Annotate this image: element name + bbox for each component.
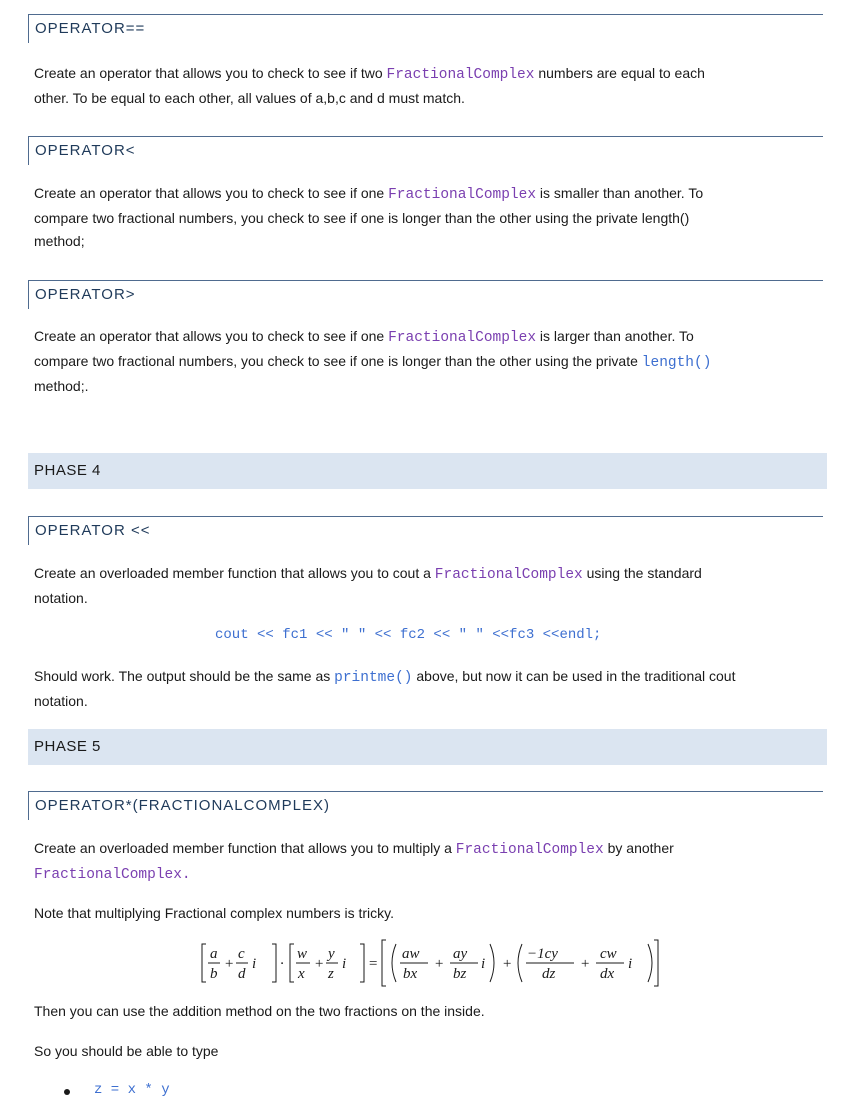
formula-bz: bz: [453, 966, 467, 982]
formula-w: w: [297, 946, 308, 962]
formula-plus-2: +: [314, 956, 325, 972]
section-heading-operator-gt: OPERATOR>: [28, 280, 823, 309]
section-heading-operator-mul: OPERATOR*(FRACTIONALCOMPLEX): [28, 791, 823, 820]
code-length: length(): [641, 355, 712, 371]
formula-i-4: i: [628, 956, 633, 972]
paragraph-multiply-note: Note that multiplying Fractional complex numbers is tricky.: [34, 905, 394, 921]
code-fractionalcomplex: FractionalComplex: [388, 330, 537, 346]
phase-5-banner: PHASE 5: [28, 729, 827, 765]
section-heading-operator-lt: OPERATOR<: [28, 136, 823, 165]
formula-plus-1: +: [224, 956, 235, 972]
section-heading-operator-eq: OPERATOR==: [28, 14, 823, 43]
section-heading-operator-out: OPERATOR <<: [28, 516, 823, 545]
paragraph-type-note: So you should be able to type: [34, 1043, 219, 1059]
bullet-dot-icon: [64, 1089, 70, 1095]
formula-i-1: i: [252, 956, 257, 972]
formula-dz: dz: [542, 966, 556, 982]
formula-dx: dx: [600, 966, 615, 982]
formula-c: c: [238, 946, 245, 962]
formula-cw: cw: [600, 946, 617, 962]
formula-b: b: [210, 966, 218, 982]
formula-x: x: [298, 966, 305, 982]
code-fractionalcomplex: FractionalComplex: [388, 187, 537, 203]
code-printme: printme(): [334, 670, 413, 686]
multiplication-formula: [200, 936, 660, 992]
formula-bx: bx: [403, 966, 418, 982]
formula-d: d: [238, 966, 246, 982]
formula-aw: aw: [402, 946, 420, 962]
paragraph-operator-out: Create an overloaded member function that allows you to cout a FractionalComplex using the standard notation.: [34, 565, 702, 606]
code-fractionalcomplex: FractionalComplex: [434, 567, 583, 583]
paragraph-operator-gt: Create an operator that allows you to check to see if one FractionalComplex is larger than another. To compare two fractional numbers, you check to see if one is longer than the other using the private length() method;.: [34, 328, 712, 394]
formula-plus-3: +: [434, 956, 445, 972]
formula-dot: ·: [280, 956, 284, 972]
code-example-cout: cout << fc1 << " " << fc2 << " " <<fc3 <<endl;: [215, 627, 602, 643]
formula-plus-5: +: [580, 956, 591, 972]
paragraph-addition-note: Then you can use the addition method on the two fractions on the inside.: [34, 1003, 485, 1019]
paragraph-operator-lt: Create an operator that allows you to check to see if one FractionalComplex is smaller than another. To compare two fractional numbers, you check to see if one is longer than the other using the private length() method;: [34, 185, 704, 249]
phase-4-banner: PHASE 4: [28, 453, 827, 489]
paragraph-operator-out-note: Should work. The output should be the same as printme() above, but now it can be used in the traditional cout notation.: [34, 668, 736, 709]
code-z-equals-x-times-y: z = x * y: [94, 1082, 170, 1098]
paragraph-operator-mul: Create an overloaded member function that allows you to multiply a FractionalComplex by another FractionalComplex.: [34, 840, 674, 883]
code-fractionalcomplex: FractionalComplex.: [34, 867, 191, 883]
formula-plus-4: +: [502, 956, 513, 972]
code-fractionalcomplex: FractionalComplex: [455, 842, 604, 858]
paragraph-operator-eq: Create an operator that allows you to check to see if two FractionalComplex numbers are equal to each other. To be equal to each other, all values of a,b,c and d must match.: [34, 65, 705, 106]
formula-neg1cy: −1cy: [527, 946, 558, 962]
formula-a: a: [210, 946, 218, 962]
formula-y: y: [328, 946, 335, 962]
formula-i-3: i: [481, 956, 486, 972]
formula-ay: ay: [453, 946, 468, 962]
formula-eq: =: [368, 956, 379, 972]
formula-z: z: [328, 966, 334, 982]
formula-i-2: i: [342, 956, 347, 972]
code-fractionalcomplex: FractionalComplex: [386, 67, 535, 83]
